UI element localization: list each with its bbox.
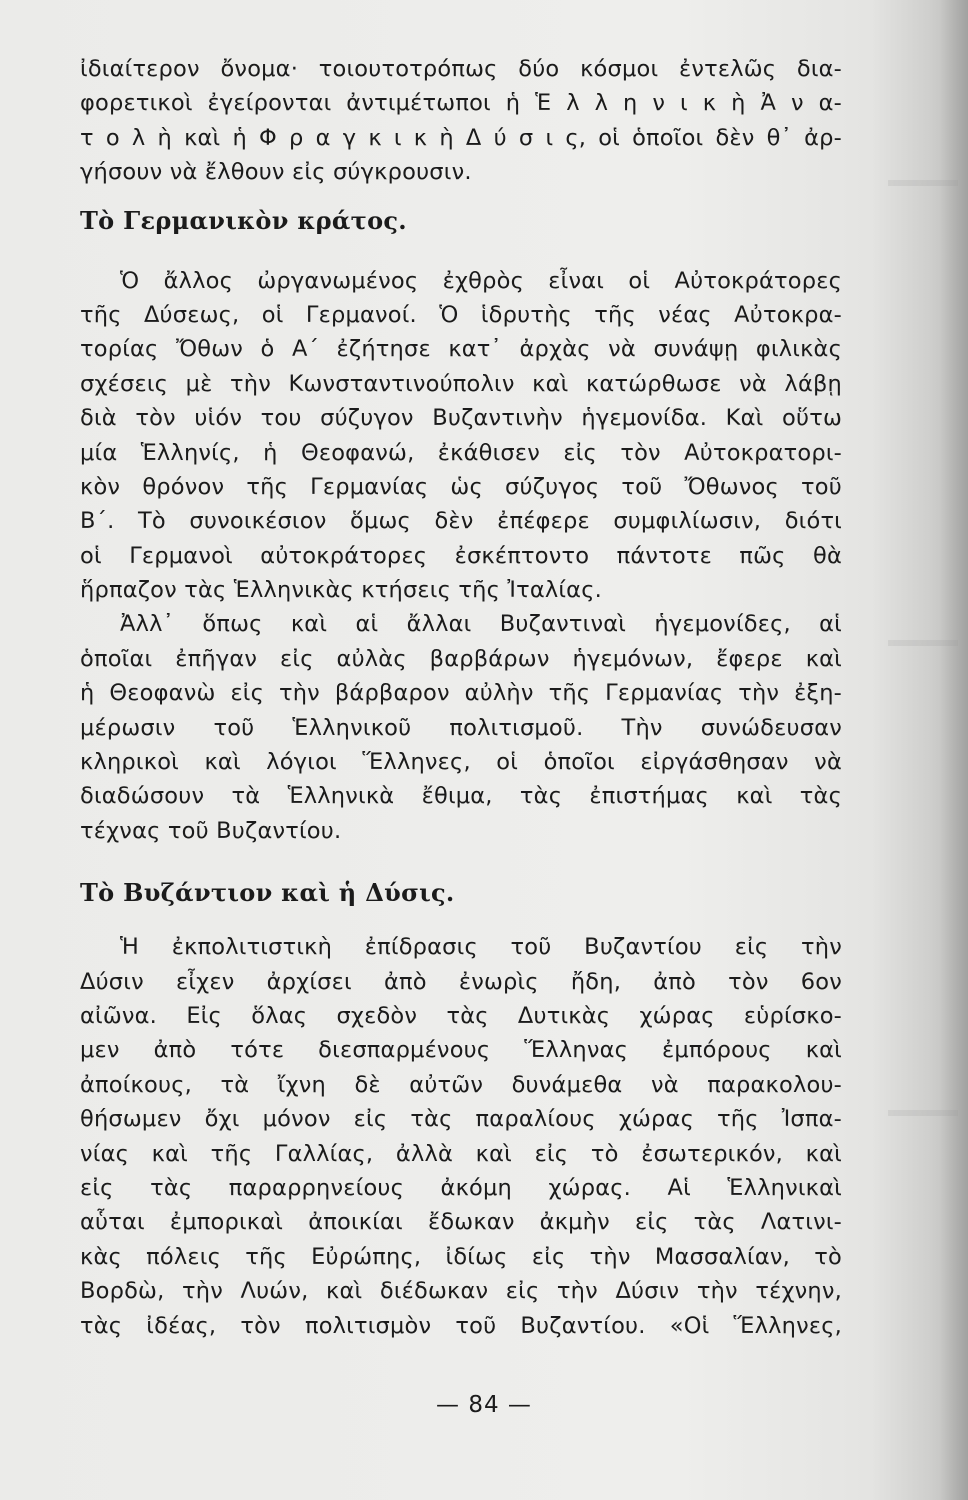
text-line: Ἀλλ᾿ ὅπως καὶ αἱ ἄλλαι Βυζαντιναὶ ἡγεμονίδες, αἱ	[120, 611, 842, 638]
text-line: νίας καὶ τῆς Γαλλίας, ἀλλὰ καὶ εἰς τὸ ἐσωτερικόν, καὶ	[80, 1140, 842, 1167]
text-line: ἡ Θεοφανὼ εἰς τὴν βάρβαρον αὐλὴν τῆς Γερμανίας τὴν ἐξη-	[80, 680, 842, 707]
page-number: — 84 —	[436, 1392, 532, 1418]
text-line: Ἡ ἐκπολιτιστικὴ ἐπίδρασις τοῦ Βυζαντίου εἰς τὴν	[120, 934, 842, 961]
text-line: γήσουν νὰ ἔλθουν εἰς σύγκρουσιν.	[80, 159, 472, 186]
text-line: τέχνας τοῦ Βυζαντίου.	[80, 817, 342, 844]
page-edge-shadow	[940, 0, 968, 1500]
bleed-through-mark	[888, 180, 958, 186]
text-line: τορίας Ὄθων ὁ Α΄ ἐζήτησε κατ᾿ ἀρχὰς νὰ συνάψῃ φιλικὰς	[80, 336, 842, 363]
text-line: τῆς Δύσεως, οἱ Γερμανοί. Ὁ ἱδρυτὴς τῆς νέας Αὐτοκρα-	[80, 301, 842, 328]
text-line: φορετικοὶ ἐγείρονται ἀντιμέτωποι ἡ Ἑ λ λ η ν ι κ ὴ Ἀ ν α-	[80, 90, 842, 117]
text-line: αἰῶνα. Εἰς ὅλας σχεδὸν τὰς Δυτικὰς χώρας εὑρίσκο-	[80, 1002, 842, 1029]
text-line: ἰδιαίτερον ὄνομα· τοιουτοτρόπως δύο κόσμοι ἐντελῶς δια-	[80, 56, 842, 82]
bleed-through-mark	[888, 1110, 958, 1116]
section-heading: Τὸ Γερμανικὸν κράτος.	[80, 205, 407, 235]
text-line: θήσωμεν ὄχι μόνον εἰς τὰς παραλίους χώρας τῆς Ἰσπα-	[80, 1106, 842, 1133]
section-heading: Τὸ Βυζάντιον καὶ ἡ Δύσις.	[80, 878, 455, 908]
text-line: κληρικοὶ καὶ λόγιοι Ἕλληνες, οἱ ὁποῖοι εἰργάσθησαν νὰ	[80, 749, 842, 776]
text-line: μία Ἑλληνίς, ἡ Θεοφανώ, ἐκάθισεν εἰς τὸν Αὐτοκρατορι-	[80, 439, 842, 466]
text-line: τὰς ἰδέας, τὸν πολιτισμὸν τοῦ Βυζαντίου. «Οἱ Ἕλληνες,	[80, 1312, 842, 1339]
text-line: ἥρπαζον τὰς Ἑλληνικὰς κτήσεις τῆς Ἰταλίας.	[80, 577, 602, 604]
text-line: σχέσεις μὲ τὴν Κωνσταντινούπολιν καὶ κατώρθωσε νὰ λάβῃ	[80, 370, 842, 397]
text-line: ὁποῖαι ἐπῆγαν εἰς αὐλὰς βαρβάρων ἡγεμόνων, ἔφερε καὶ	[80, 645, 842, 672]
text-line: αὗται ἐμπορικαὶ ἀποικίαι ἔδωκαν ἀκμὴν εἰς τὰς Λατινι-	[80, 1209, 842, 1236]
text-line: εἰς τὰς παραρρηνείους ἀκόμη χώρας. Αἱ Ἑλληνικαὶ	[80, 1174, 842, 1201]
text-line: Δύσιν εἶχεν ἀρχίσει ἀπὸ ἐνωρὶς ἤδη, ἀπὸ τὸν 6ον	[80, 968, 842, 995]
text-line: Βορδὼ, τὴν Λυών, καὶ διέδωκαν εἰς τὴν Δύσιν τὴν τέχνην,	[80, 1278, 842, 1305]
text-line: οἱ Γερμανοὶ αὐτοκράτορες ἐσκέπτοντο πάντοτε πῶς θὰ	[80, 542, 842, 569]
text-line: Β΄. Τὸ συνοικέσιον ὅμως δὲν ἐπέφερε συμφιλίωσιν, διότι	[80, 508, 842, 535]
text-line: μέρωσιν τοῦ Ἑλληνικοῦ πολιτισμοῦ. Τὴν συνώδευσαν	[80, 714, 842, 741]
text-line: Ὁ ἄλλος ὠργανωμένος ἐχθρὸς εἶναι οἱ Αὐτοκράτορες	[120, 267, 842, 294]
text-line: κὸν θρόνον τῆς Γερμανίας ὡς σύζυγος τοῦ Ὄθωνος τοῦ	[80, 473, 842, 500]
text-line: μεν ἀπὸ τότε διεσπαρμένους Ἕλληνας ἐμπόρους καὶ	[80, 1037, 842, 1064]
text-line: κὰς πόλεις τῆς Εὐρώπης, ἰδίως εἰς τὴν Μασσαλίαν, τὸ	[80, 1243, 842, 1270]
page-body	[80, 52, 842, 1343]
bleed-through-mark	[888, 640, 958, 646]
text-line: τ ο λ ὴ καὶ ἡ Φ ρ α γ κ ι κ ὴ Δ ύ σ ι ς, οἱ ὁποῖοι δὲν θ᾿ ἀρ-	[80, 124, 842, 151]
text-line: ἀποίκους, τὰ ἴχνη δὲ αὐτῶν δυνάμεθα νὰ παρακολου-	[80, 1071, 842, 1098]
text-line: διαδώσουν τὰ Ἑλληνικὰ ἔθιμα, τὰς ἐπιστήμας καὶ τὰς	[80, 783, 842, 810]
text-line: διὰ τὸν υἱόν του σύζυγον Βυζαντινὴν ἡγεμονίδα. Καὶ οὕτω	[80, 405, 842, 432]
